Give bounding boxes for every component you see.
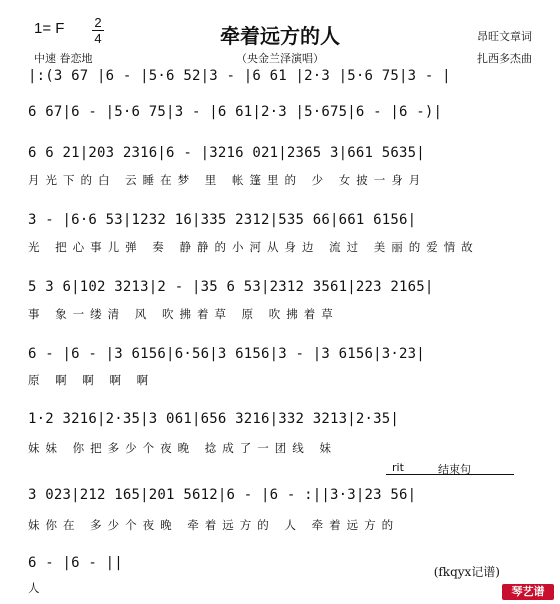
lyricist-credit: 昂旺文章词 — [477, 30, 532, 43]
ending-phrase-label: 结束句 — [438, 463, 471, 476]
key-signature: 1= F — [34, 20, 65, 37]
score-line-9-lyric: 人 — [28, 581, 46, 595]
score-line-6-music: 6 - |6 - |3 6156|6·56|3 6156|3 - |3 6156|3·23| — [28, 346, 425, 362]
score-line-8-music: 3 023|212 165|201 5612|6 - |6 - :||3·3|23 56| — [28, 487, 417, 503]
score-line-4-lyric: 光 把心事儿弹 奏 静静的小河从身边 流过 美丽的爱情故 — [28, 240, 479, 254]
score-line-4-music: 3 - |6·6 53|1232 16|335 2312|535 66|661 6156| — [28, 212, 417, 228]
tempo-marking: 中速 眷恋地 — [34, 52, 93, 65]
score-line-6-lyric: 原 啊 啊 啊 啊 — [28, 373, 155, 387]
score-line-8-lyric: 妹你在 多少个夜晚 牵着远方的 人 牵着远方的 — [28, 518, 400, 532]
score-line-7-music: 1·2 3216|2·35|3 061|656 3216|332 3213|2·35| — [28, 411, 400, 427]
score-line-9-music: 6 - |6 - || — [28, 555, 123, 571]
score-line-2-music: 6 67|6 - |5·6 75|3 - |6 61|2·3 |5·675|6 - |6 -)| — [28, 104, 443, 120]
site-logo[interactable]: 琴艺谱 — [502, 584, 554, 600]
singer-credit: （央金兰泽演唱） — [236, 52, 324, 65]
time-signature: 2 4 — [92, 16, 104, 45]
score-line-5-lyric: 事 象一缕清 风 吹拂着草 原 吹拂着草 — [28, 307, 339, 321]
score-line-7-lyric: 妹妹 你把多少个夜晚 捻成了一团线 妹 — [28, 441, 337, 455]
rit-marking: rit — [392, 461, 404, 474]
composer-credit: 扎西多杰曲 — [477, 52, 532, 65]
score-line-3-music: 6 6 21|203 2316|6 - |3216 021|2365 3|661 5635| — [28, 145, 425, 161]
notation-credit: (fkqyx记谱) — [433, 565, 500, 579]
ending-bracket — [386, 474, 514, 475]
score-line-3-lyric: 月光下的白 云睡在梦 里 帐篷里的 少 女披一身月 — [28, 173, 427, 187]
score-line-1-music: |:(3 67 |6 - |5·6 52|3 - |6 61 |2·3 |5·6 75|3 - | — [28, 68, 451, 84]
song-title: 牵着远方的人 — [220, 24, 340, 48]
score-line-5-music: 5 3 6|102 3213|2 - |35 6 53|2312 3561|223 2165| — [28, 279, 434, 295]
